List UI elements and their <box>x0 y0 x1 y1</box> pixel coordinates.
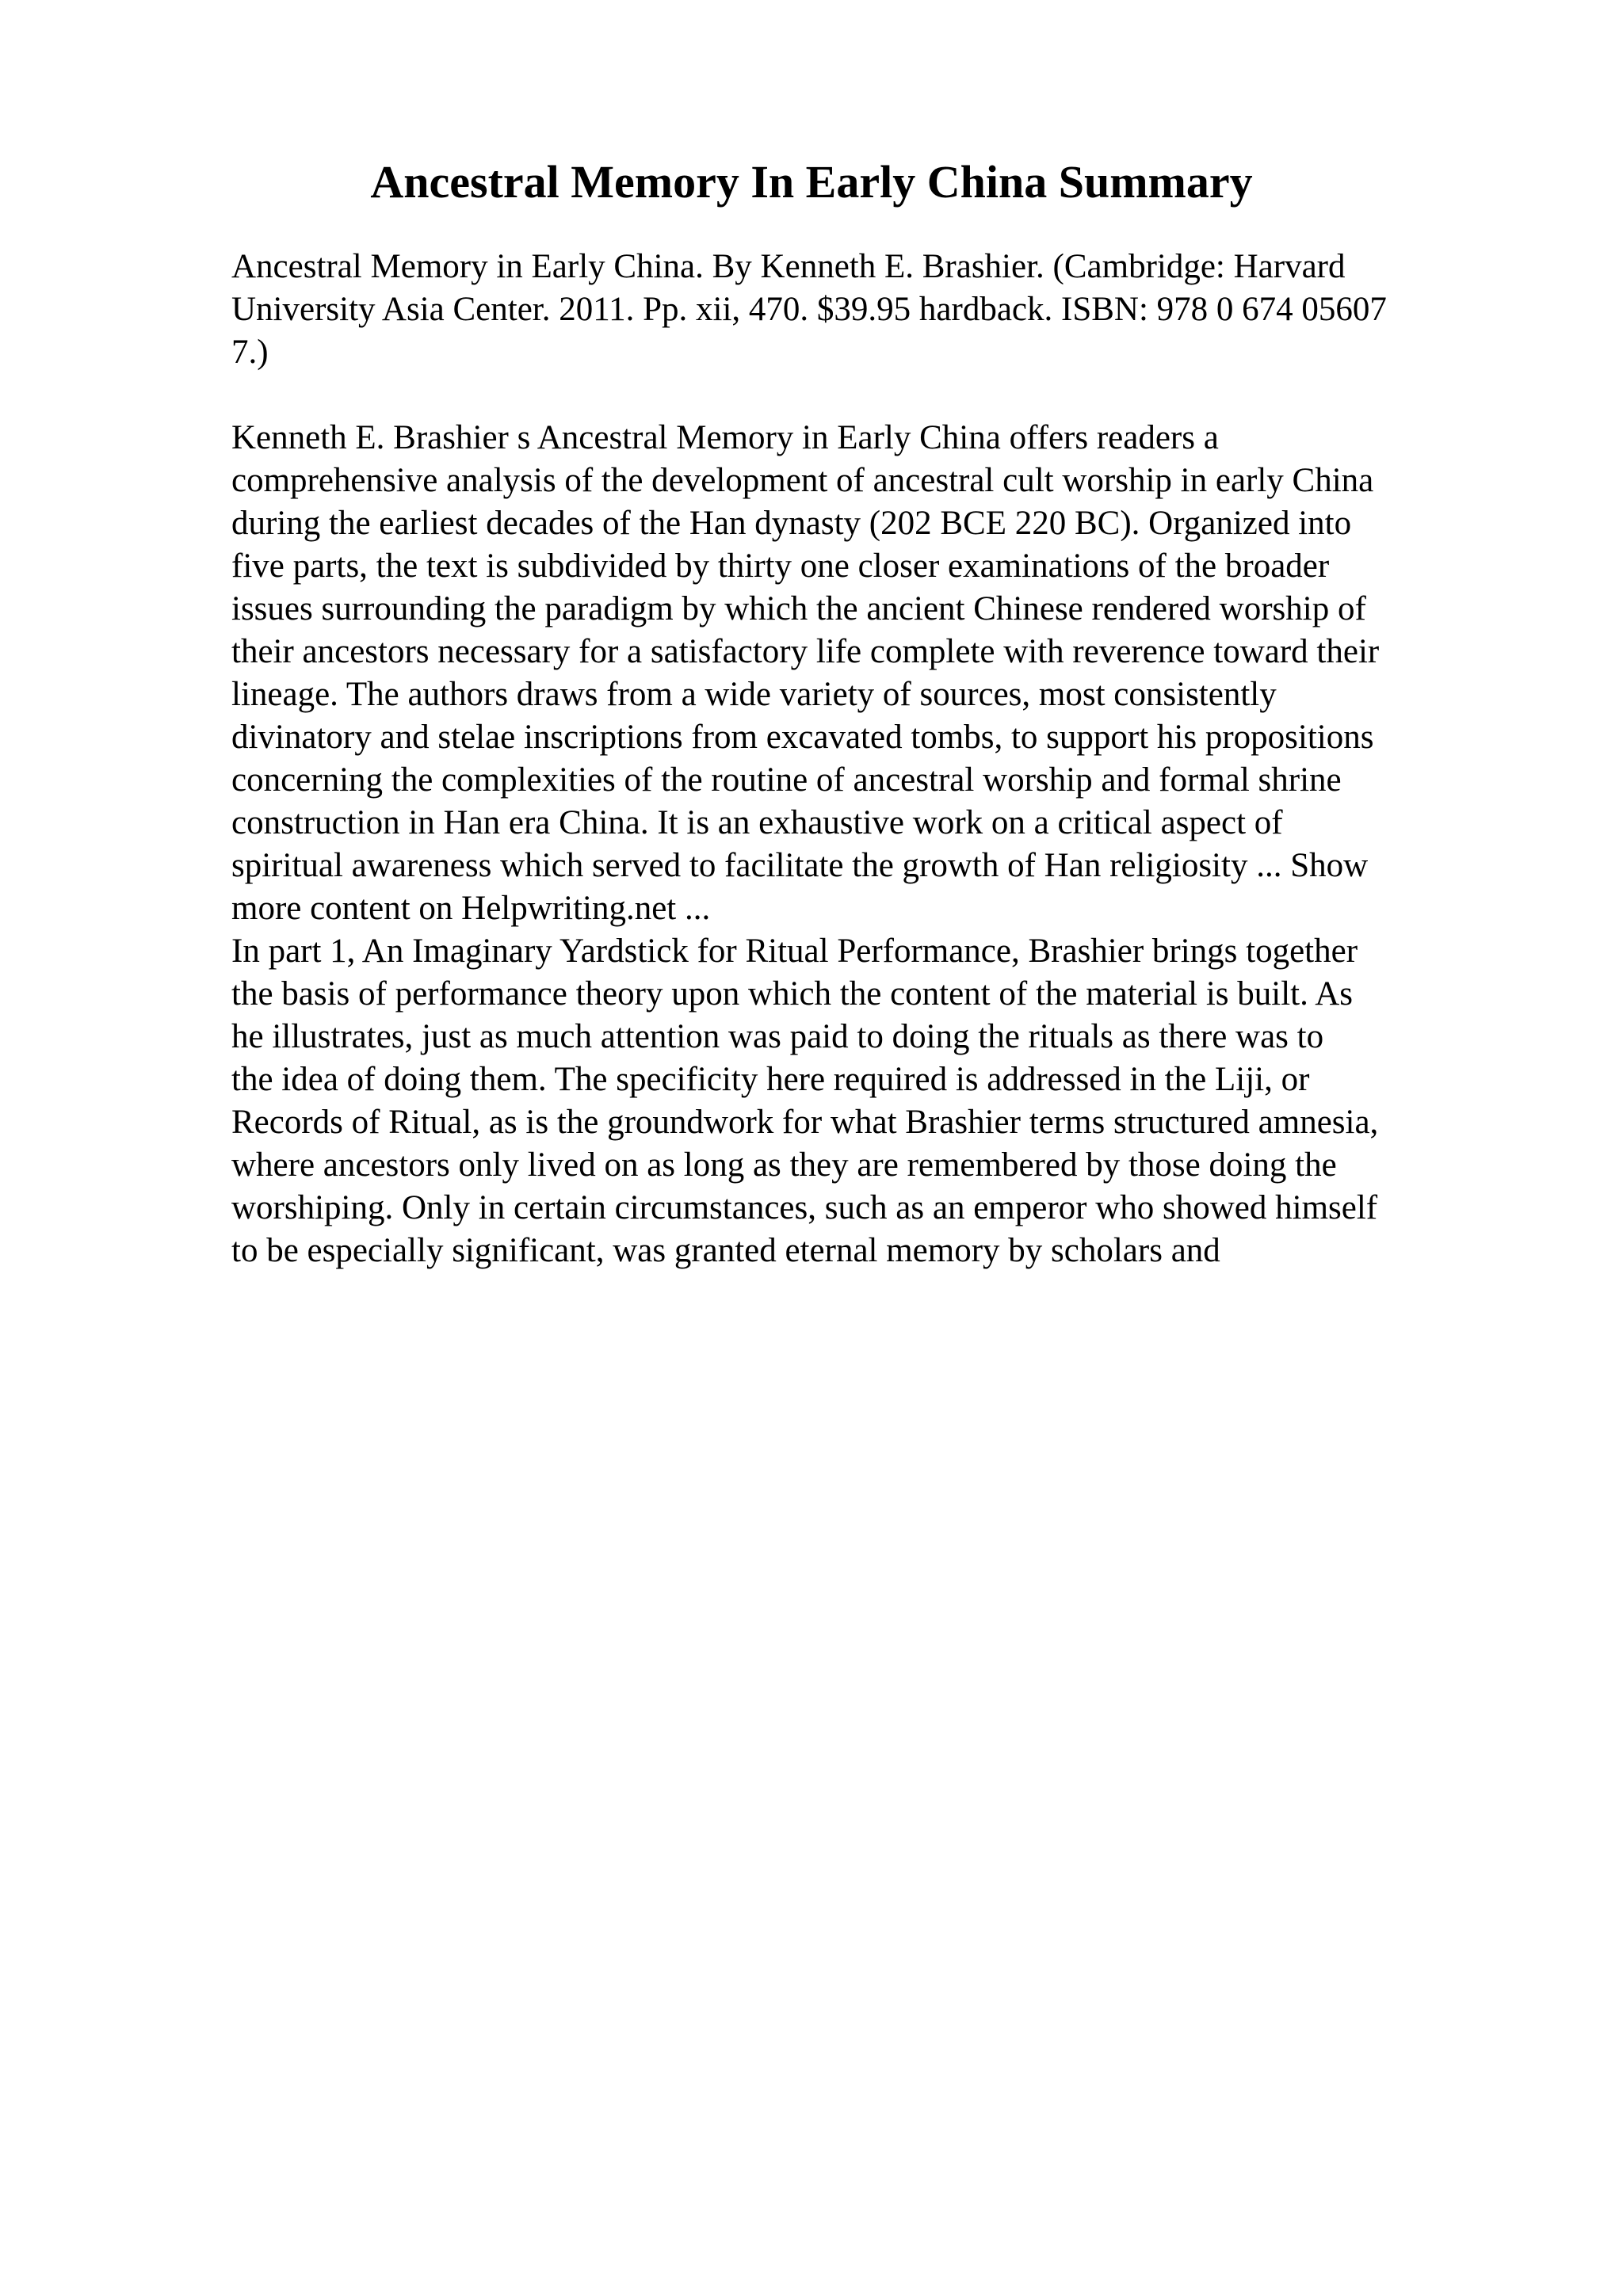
review-line: divinatory and stelae inscriptions from excavated tombs, to support his propositions <box>231 719 1374 756</box>
review-line: comprehensive analysis of the development of ancestral cult worship in early China <box>231 462 1374 499</box>
review-line: more content on Helpwriting.net ... <box>231 890 711 927</box>
review-line: where ancestors only lived on as long as they are remembered by those doing the <box>231 1146 1337 1184</box>
page-title: Ancestral Memory In Early China Summary <box>370 156 1253 208</box>
review-line: concerning the complexities of the routine of ancestral worship and formal shrine <box>231 761 1342 799</box>
review-line: construction in Han era China. It is an exhaustive work on a critical aspect of <box>231 804 1283 841</box>
citation-line: University Asia Center. 2011. Pp. xii, 470. $39.95 hardback. ISBN: 978 0 674 05607 <box>231 291 1387 328</box>
review-line: their ancestors necessary for a satisfactory life complete with reverence toward their <box>231 633 1380 670</box>
review-line: five parts, the text is subdivided by thirty one closer examinations of the broader <box>231 547 1330 585</box>
review-line: lineage. The authors draws from a wide variety of sources, most consistently <box>231 676 1277 713</box>
review-line: worshiping. Only in certain circumstances, such as an emperor who showed himself <box>231 1189 1378 1226</box>
review-line: In part 1, An Imaginary Yardstick for Ritual Performance, Brashier brings together <box>231 933 1358 970</box>
review-line: he illustrates, just as much attention was paid to doing the rituals as there was to <box>231 1018 1324 1055</box>
review-line: issues surrounding the paradigm by which the ancient Chinese rendered worship of <box>231 590 1366 627</box>
review-line: the basis of performance theory upon which the content of the material is built. As <box>231 975 1354 1013</box>
review-line: to be especially significant, was granted eternal memory by scholars and <box>231 1232 1220 1269</box>
review-line: the idea of doing them. The specificity here required is addressed in the Liji, or <box>231 1061 1310 1098</box>
citation-line: 7.) <box>231 334 269 371</box>
review-line: spiritual awareness which served to facilitate the growth of Han religiosity ... Show <box>231 847 1369 884</box>
review-line: Kenneth E. Brashier s Ancestral Memory in Early China offers readers a <box>231 419 1219 456</box>
citation-line: Ancestral Memory in Early China. By Kenneth E. Brashier. (Cambridge: Harvard <box>231 248 1346 285</box>
review-line: during the earliest decades of the Han dynasty (202 BCE 220 BC). Organized into <box>231 505 1352 542</box>
review-line: Records of Ritual, as is the groundwork for what Brashier terms structured amnesia, <box>231 1104 1379 1141</box>
review-paragraph <box>231 417 1499 1272</box>
citation-paragraph <box>231 246 1499 374</box>
